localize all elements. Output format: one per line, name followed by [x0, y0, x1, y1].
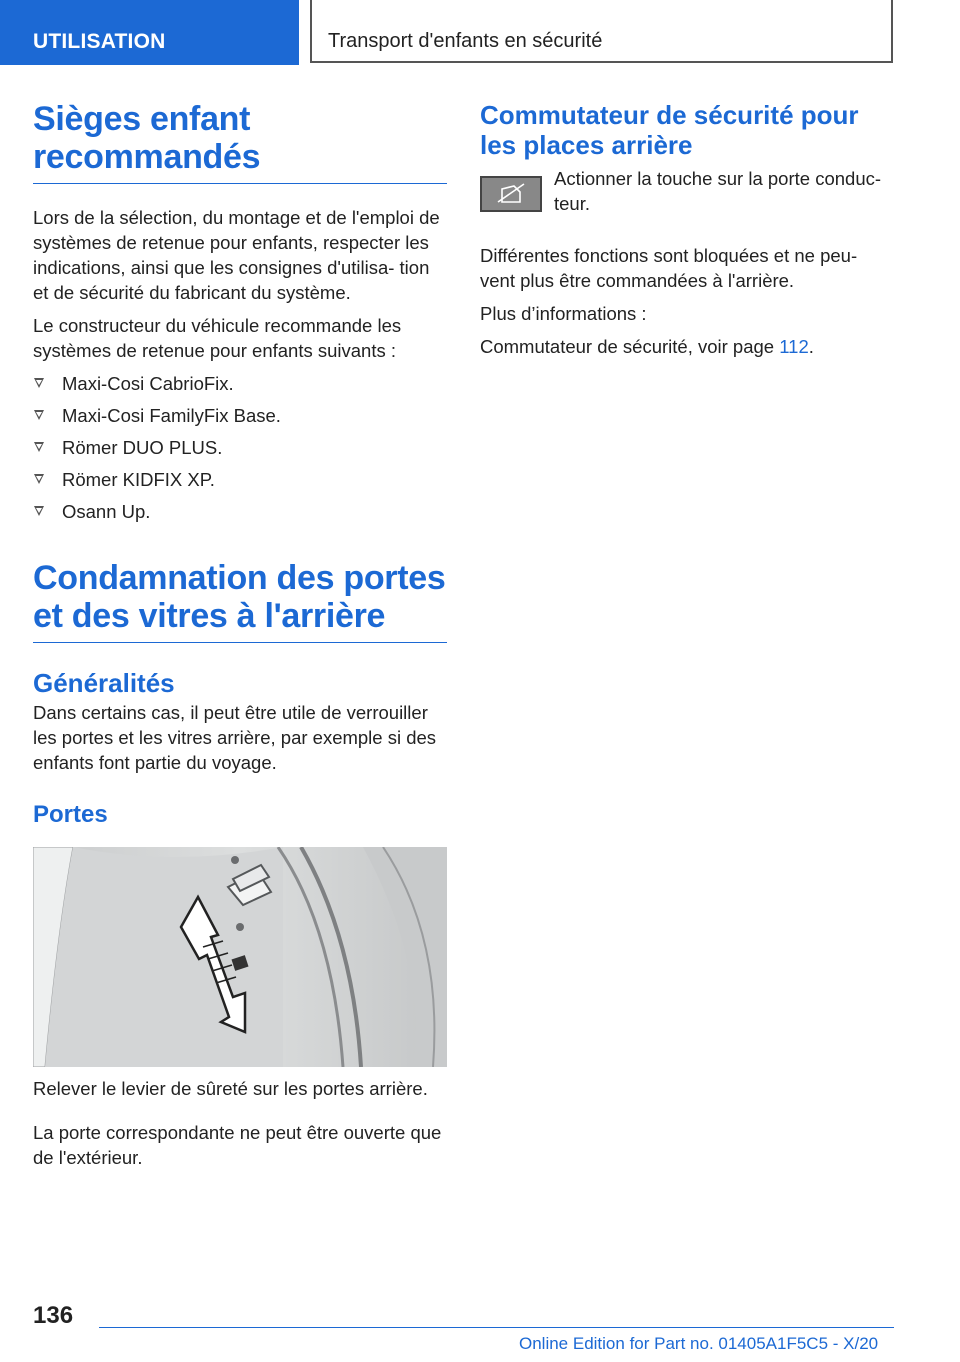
- triangle-bullet-icon: [34, 474, 44, 484]
- header-title-box: [310, 0, 893, 63]
- paragraph-press-key: Actionner la touche sur la porte conduc‐ teur.: [554, 168, 882, 214]
- footer-rule: [99, 1327, 894, 1328]
- triangle-bullet-icon: [34, 378, 44, 388]
- header-section-label: UTILISATION: [33, 30, 166, 53]
- paragraph-doors-lever: Relever le levier de sûreté sur les portes arrière.: [33, 1078, 428, 1099]
- heading-recommended-seats: Sièges enfant recommandés: [33, 100, 261, 176]
- triangle-bullet-icon: [34, 410, 44, 420]
- list-item: [33, 371, 447, 403]
- list-item-text: Maxi-Cosi CabrioFix.: [62, 373, 234, 394]
- triangle-bullet-icon: [34, 442, 44, 452]
- list-item: [33, 467, 447, 499]
- list-item-text: Maxi-Cosi FamilyFix Base.: [62, 405, 281, 426]
- heading-rule: [33, 642, 447, 643]
- heading-general: Généralités: [33, 668, 175, 698]
- seat-list: [33, 371, 447, 531]
- list-item: [33, 435, 447, 467]
- header-section-tab: [0, 0, 299, 65]
- list-item-text: Osann Up.: [62, 501, 151, 522]
- paragraph-seats-intro: Lors de la sélection, du montage et de l'emploi de systèmes de retenue pour enfants, respecter les indications, ainsi que les consignes d'utilisa‐ tion et de sécurité du fabricant du système.: [33, 207, 440, 303]
- left-column: [33, 100, 447, 830]
- list-item: [33, 403, 447, 435]
- paragraph-general: Dans certains cas, il peut être utile de verrouiller les portes et les vitres arrière, par exemple si des enfants font partie du voyage.: [33, 702, 437, 773]
- key-instruction: [480, 168, 900, 238]
- paragraph-more-info: Plus d’informations :: [480, 303, 647, 324]
- heading-doors: Portes: [33, 801, 108, 828]
- paragraph-doors-outside: La porte correspondante ne peut être ouverte que de l'extérieur.: [33, 1122, 442, 1168]
- list-item: [33, 499, 447, 531]
- doors-text: [33, 1076, 447, 1170]
- paragraph-functions-blocked: Différentes fonctions sont bloquées et ne peu‐ vent plus être commandées à l'arrière.: [480, 245, 858, 291]
- triangle-bullet-icon: [34, 506, 44, 516]
- paragraph-seats-recommend: Le constructeur du véhicule recommande les systèmes de retenue pour enfants suivants :: [33, 315, 402, 361]
- window-lock-key-icon: [480, 176, 542, 212]
- heading-door-lock: Condamnation des portes et des vitres à l'arrière: [33, 559, 446, 635]
- right-column: [480, 100, 900, 359]
- reference-suffix: .: [808, 336, 814, 357]
- page-link[interactable]: 112: [779, 336, 809, 357]
- list-item-text: Römer DUO PLUS.: [62, 437, 223, 458]
- header-title: Transport d'enfants en sécurité: [328, 30, 603, 52]
- page-number: 136: [33, 1302, 74, 1329]
- paragraph-reference: [480, 334, 900, 359]
- list-item-text: Römer KIDFIX XP.: [62, 469, 215, 490]
- heading-safety-switch: Commutateur de sécurité pour les places arrière: [480, 100, 859, 160]
- reference-text: Commutateur de sécurité, voir page: [480, 336, 780, 357]
- footer-edition: Online Edition for Part no. 01405A1F5C5 - X/20: [519, 1334, 879, 1353]
- heading-rule: [33, 183, 447, 184]
- door-safety-lever-image: [33, 847, 447, 1067]
